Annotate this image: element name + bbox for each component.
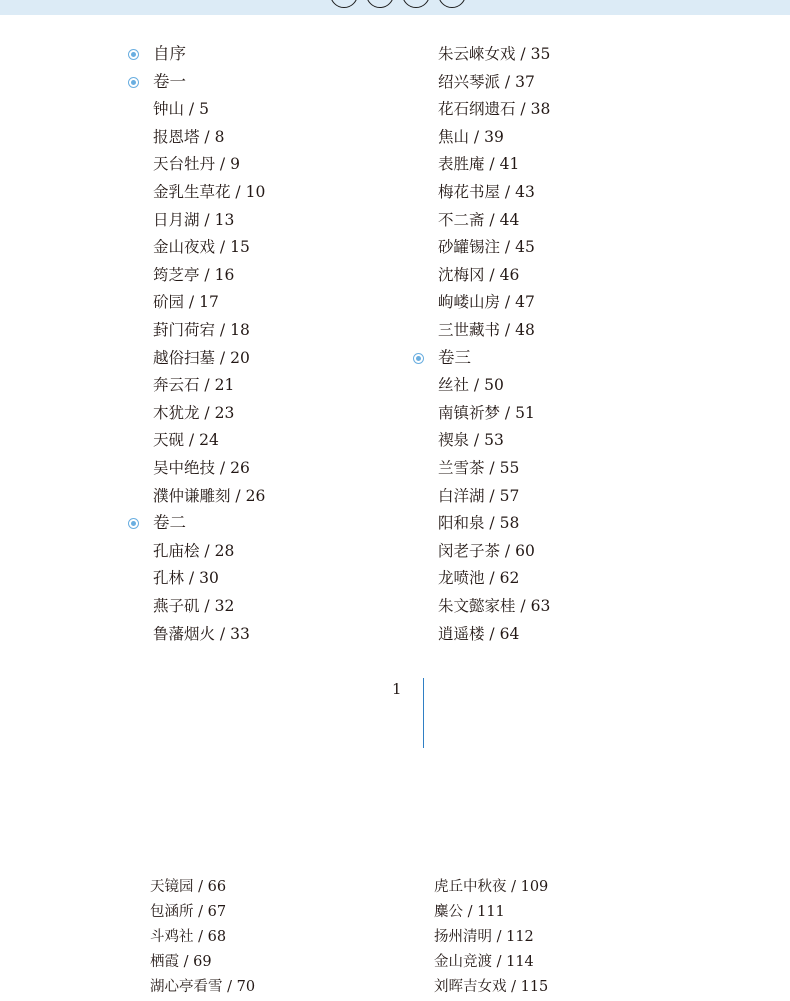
toc-entry: 丝社 / 50	[438, 376, 504, 395]
toc-entry: 砂罐锡注 / 45	[438, 238, 535, 257]
double-circle-icon	[128, 77, 139, 88]
toc-entry: 虎丘中秋夜 / 109	[434, 879, 549, 895]
toc-entry: 岣嵝山房 / 47	[438, 293, 535, 312]
toc-entry: 木犹龙 / 23	[153, 403, 235, 422]
toc-entry: 栖霞 / 69	[150, 954, 212, 970]
toc-entry: 湖心亭看雪 / 70	[150, 979, 256, 995]
toc-entry: 逍遥楼 / 64	[438, 624, 520, 643]
toc-entry: 天台牡丹 / 9	[153, 155, 240, 174]
toc-entry: 金山竞渡 / 114	[434, 954, 534, 970]
toc-entry: 朱云崍女戏 / 35	[438, 45, 551, 63]
toc-entry: 花石纲遗石 / 38	[438, 100, 551, 119]
page-number: 1	[392, 680, 402, 698]
toc-section-heading: 卷一	[153, 71, 186, 91]
toc-section-heading: 自序	[153, 44, 186, 63]
toc-column-right	[438, 44, 688, 654]
toc-entry: 表胜庵 / 41	[438, 155, 520, 174]
toc-column-left	[153, 44, 403, 654]
toc-entry: 濮仲谦雕刻 / 26	[153, 486, 266, 505]
toc-entry: 焦山 / 39	[438, 127, 504, 146]
toc-section-heading: 卷三	[438, 347, 471, 367]
toc-entry: 沈梅冈 / 46	[438, 265, 520, 284]
header-band	[0, 0, 790, 15]
toc-entry: 奔云石 / 21	[153, 376, 235, 395]
toc-entry: 斗鸡社 / 68	[150, 929, 227, 945]
toc-entry: 砎园 / 17	[153, 293, 219, 312]
toc-entry: 南镇祈梦 / 51	[438, 403, 535, 422]
toc-entry: 龙喷池 / 62	[438, 569, 520, 588]
toc-entry: 孔庙桧 / 28	[153, 541, 235, 560]
toc-entry: 兰雪茶 / 55	[438, 459, 520, 477]
toc-entry: 朱文懿家桂 / 63	[438, 597, 551, 615]
toc-entry: 梅花书屋 / 43	[438, 183, 535, 201]
toc-entry: 天砚 / 24	[153, 431, 219, 450]
toc-entry: 日月湖 / 13	[153, 210, 235, 229]
toc-entry: 三世藏书 / 48	[438, 321, 535, 339]
circle-ornament-icon	[330, 0, 358, 8]
toc-entry: 天镜园 / 66	[150, 879, 227, 895]
circle-ornament-icon	[366, 0, 394, 8]
double-circle-icon	[413, 353, 424, 364]
toc-entry: 刘晖吉女戏 / 115	[434, 979, 549, 995]
toc-entry: 燕子矶 / 32	[153, 597, 235, 615]
page-rule	[423, 678, 424, 748]
toc-entry: 麋公 / 111	[434, 904, 505, 920]
toc-section-heading: 卷二	[153, 513, 186, 533]
toc-entry: 筠芝亭 / 16	[153, 265, 235, 284]
toc-entry: 报恩塔 / 8	[153, 127, 225, 146]
toc-entry: 扬州清明 / 112	[434, 929, 534, 945]
toc-entry: 越俗扫墓 / 20	[153, 348, 250, 367]
toc-entry: 不二斋 / 44	[438, 210, 520, 229]
toc-entry: 鲁藩烟火 / 33	[153, 624, 250, 643]
toc-entry: 白洋湖 / 57	[438, 486, 520, 505]
toc-entry: 绍兴琴派 / 37	[438, 72, 535, 91]
toc-entry: 包涵所 / 67	[150, 904, 227, 920]
double-circle-icon	[128, 49, 139, 60]
circle-ornament-icon	[438, 0, 466, 8]
toc-entry: 金乳生草花 / 10	[153, 183, 266, 201]
toc-entry: 闵老子茶 / 60	[438, 541, 535, 560]
toc-entry: 阳和泉 / 58	[438, 514, 520, 533]
circle-ornament-icon	[402, 0, 430, 8]
double-circle-icon	[128, 518, 139, 529]
toc-entry: 金山夜戏 / 15	[153, 238, 250, 257]
toc-entry: 孔林 / 30	[153, 569, 219, 588]
toc-entry: 吴中绝技 / 26	[153, 459, 250, 477]
toc-entry: 钟山 / 5	[153, 100, 209, 119]
toc-entry: 禊泉 / 53	[438, 431, 504, 450]
toc-entry: 葑门荷宕 / 18	[153, 321, 250, 339]
